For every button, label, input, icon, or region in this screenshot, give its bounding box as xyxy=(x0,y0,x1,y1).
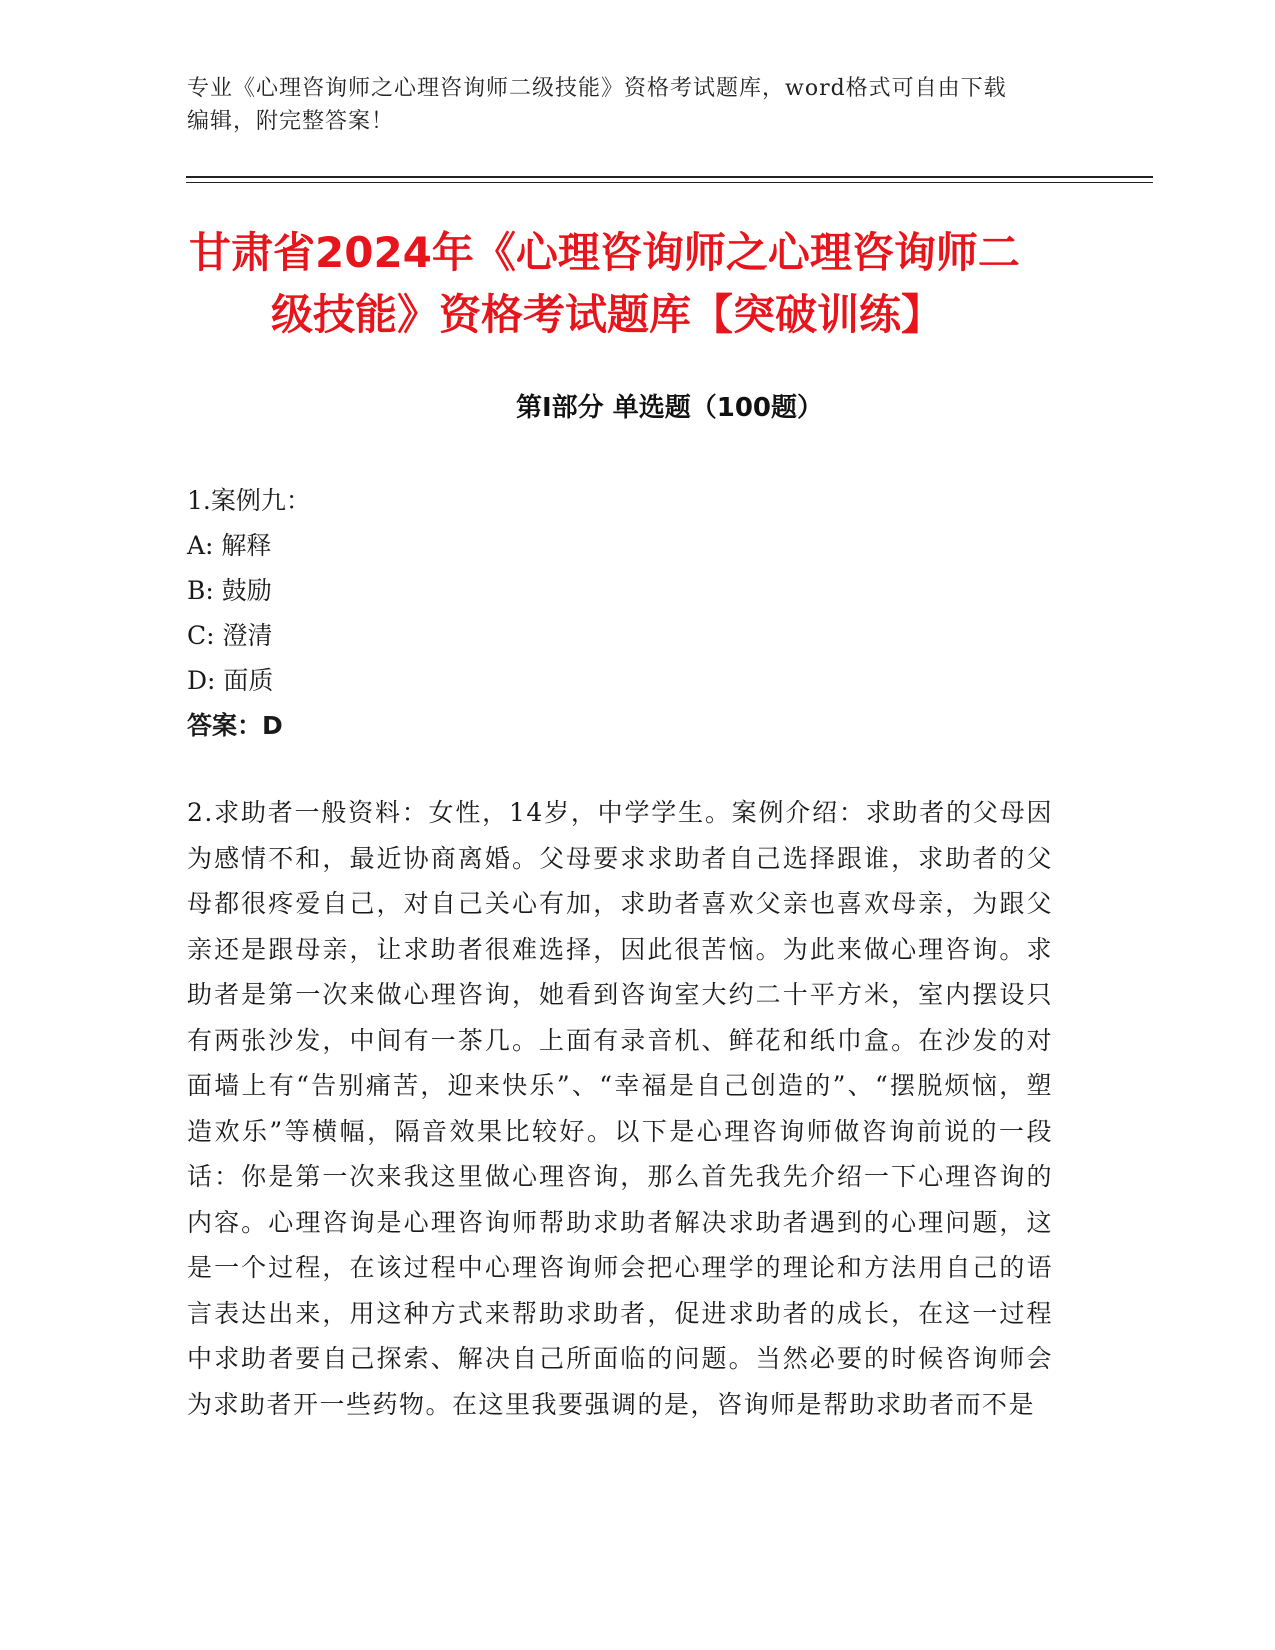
header-rule-thick xyxy=(186,176,1153,178)
question-1-stem: 1.案例九： xyxy=(187,486,311,515)
question-1-answer: 答案：D xyxy=(187,711,283,740)
question-2-text: 2.求助者一般资料：女性，14岁，中学学生。案例介绍：求助者的父母因为感情不和，最近协商离婚。父母要求求助者自己选择跟谁，求助者的父母都很疼爱自己，对自己关心有加，求助者喜欢父亲也喜欢母亲，为跟父亲还是跟母亲，让求助者很难选择，因此很苦恼。为此来做心理咨询。求助者是第一次来做心理咨询，她看到咨询室大约二十平方米，室内摆设只有两张沙发，中间有一茶几。上面有录音机、鲜花和纸巾盒。在沙发的对面墙上有“告别痛苦，迎来快乐”、“幸福是自己创造的”、“摆脱烦恼，塑造欢乐”等横幅，隔音效果比较好。以下是心理咨询师做咨询前说的一段话：你是第一次来我这里做心理咨询，那么首先我先介绍一下心理咨询的内容。心理咨询是心理咨询师帮助求助者解决求助者遇到的心理问题，这是一个过程，在该过程中心理咨询师会把心理学的理论和方法用自己的语言表达出来，用这种方式来帮助求助者，促进求助者的成长，在这一过程中求助者要自己探索、解决自己所面临的问题。当然必要的时候咨询师会为求助者开一些药物。在这里我要强调的是，咨询师是帮助求助者而不是 xyxy=(187,798,1053,1419)
question-1-option-d: D: 面质 xyxy=(187,666,274,695)
document-title-line2: 级技能》资格考试题库【突破训练】 xyxy=(271,290,944,339)
section-title: 第Ⅰ部分 单选题（100题） xyxy=(516,393,823,423)
question-1-option-a: A: 解释 xyxy=(187,531,272,560)
header-note-line1: 专业《心理咨询师之心理咨询师二级技能》资格考试题库，word格式可自由下载 xyxy=(187,76,1007,101)
document-title xyxy=(186,222,1153,346)
header-rule-thin xyxy=(186,182,1153,183)
header-note xyxy=(187,72,1087,138)
question-1 xyxy=(187,478,311,748)
document-title-line1: 甘肃省2024年《心理咨询师之心理咨询师二 xyxy=(189,228,1020,277)
question-1-option-c: C: 澄清 xyxy=(187,621,273,650)
header-note-line2: 编辑，附完整答案！ xyxy=(187,109,395,134)
question-1-option-b: B: 鼓励 xyxy=(187,576,272,605)
